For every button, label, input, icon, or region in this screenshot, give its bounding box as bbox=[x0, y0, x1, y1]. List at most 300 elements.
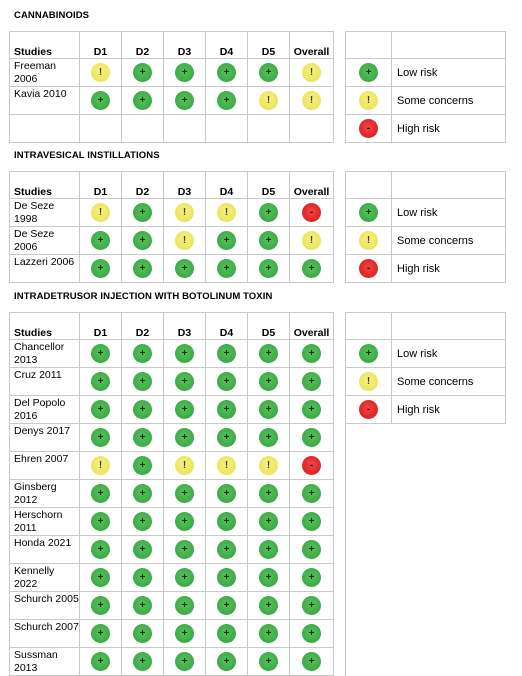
header-d1: D1 bbox=[80, 32, 122, 59]
spacer-cell bbox=[334, 536, 346, 564]
study-name: Chancellor 2013 bbox=[10, 340, 80, 368]
rating-cell bbox=[290, 59, 334, 87]
rating-cell bbox=[206, 648, 248, 676]
rating-cell bbox=[248, 368, 290, 396]
rating-cell bbox=[122, 480, 164, 508]
rating-cell bbox=[80, 620, 122, 648]
rating-cell bbox=[206, 508, 248, 536]
header-d2: D2 bbox=[122, 172, 164, 199]
risk-some-icon: ! bbox=[175, 456, 194, 475]
rating-cell bbox=[290, 452, 334, 480]
legend-some-icon: ! bbox=[359, 91, 378, 110]
risk-low-icon: + bbox=[217, 372, 236, 391]
risk-low-icon: + bbox=[259, 596, 278, 615]
risk-low-icon: + bbox=[175, 652, 194, 671]
rating-cell bbox=[122, 452, 164, 480]
header-d4: D4 bbox=[206, 172, 248, 199]
risk-low-icon: + bbox=[175, 428, 194, 447]
rating-cell bbox=[206, 368, 248, 396]
risk-low-icon: + bbox=[259, 63, 278, 82]
rating-cell bbox=[80, 536, 122, 564]
header-row bbox=[10, 32, 506, 59]
table-row bbox=[10, 227, 506, 255]
rating-cell bbox=[122, 424, 164, 452]
study-name: De Seze 1998 bbox=[10, 199, 80, 227]
risk-low-icon: + bbox=[259, 259, 278, 278]
rating-cell bbox=[290, 115, 334, 143]
risk-low-icon: + bbox=[302, 428, 321, 447]
rating-cell bbox=[122, 368, 164, 396]
table-row bbox=[10, 396, 506, 424]
rating-cell bbox=[80, 592, 122, 620]
study-name: Ginsberg 2012 bbox=[10, 480, 80, 508]
risk-some-icon: ! bbox=[217, 203, 236, 222]
rating-cell bbox=[164, 452, 206, 480]
header-d2: D2 bbox=[122, 313, 164, 340]
header-studies: Studies bbox=[10, 313, 80, 340]
rating-cell bbox=[80, 648, 122, 676]
legend-header-blank bbox=[392, 172, 506, 199]
risk-low-icon: + bbox=[133, 596, 152, 615]
risk-low-icon: + bbox=[91, 596, 110, 615]
legend-symbol-cell bbox=[346, 396, 392, 424]
rating-cell bbox=[80, 255, 122, 283]
rating-cell bbox=[164, 255, 206, 283]
legend-label: High risk bbox=[392, 255, 506, 283]
rating-cell bbox=[206, 115, 248, 143]
legend-label: High risk bbox=[392, 115, 506, 143]
rating-cell bbox=[248, 592, 290, 620]
study-name: Sussman 2013 bbox=[10, 648, 80, 676]
study-name: Freeman 2006 bbox=[10, 59, 80, 87]
rating-cell bbox=[122, 199, 164, 227]
risk-low-icon: + bbox=[91, 428, 110, 447]
risk-low-icon: + bbox=[133, 63, 152, 82]
empty-cell bbox=[392, 536, 506, 564]
rating-cell bbox=[248, 59, 290, 87]
legend-label: Some concerns bbox=[392, 87, 506, 115]
rating-cell bbox=[248, 424, 290, 452]
risk-low-icon: + bbox=[133, 540, 152, 559]
risk-low-icon: + bbox=[133, 624, 152, 643]
rating-cell bbox=[290, 255, 334, 283]
header-d4: D4 bbox=[206, 32, 248, 59]
risk-low-icon: + bbox=[217, 63, 236, 82]
risk-low-icon: + bbox=[302, 372, 321, 391]
risk-low-icon: + bbox=[133, 400, 152, 419]
rating-cell bbox=[80, 59, 122, 87]
risk-some-icon: ! bbox=[259, 91, 278, 110]
study-name: Kennelly 2022 bbox=[10, 564, 80, 592]
table-row bbox=[10, 620, 506, 648]
legend-symbol-cell bbox=[346, 255, 392, 283]
risk-high-icon: - bbox=[302, 203, 321, 222]
rating-cell bbox=[164, 199, 206, 227]
rating-cell bbox=[206, 59, 248, 87]
header-row bbox=[10, 313, 506, 340]
legend-label: High risk bbox=[392, 396, 506, 424]
risk-low-icon: + bbox=[259, 344, 278, 363]
risk-low-icon: + bbox=[302, 512, 321, 531]
risk-low-icon: + bbox=[175, 568, 194, 587]
empty-cell bbox=[346, 592, 392, 620]
risk-low-icon: + bbox=[217, 91, 236, 110]
risk-low-icon: + bbox=[91, 344, 110, 363]
empty-cell bbox=[346, 508, 392, 536]
risk-low-icon: + bbox=[133, 259, 152, 278]
table-row bbox=[10, 452, 506, 480]
header-overall: Overall bbox=[290, 172, 334, 199]
risk-low-icon: + bbox=[91, 372, 110, 391]
spacer-cell bbox=[334, 59, 346, 87]
header-d3: D3 bbox=[164, 32, 206, 59]
risk-low-icon: + bbox=[175, 259, 194, 278]
risk-low-icon: + bbox=[175, 372, 194, 391]
rating-cell bbox=[164, 480, 206, 508]
risk-low-icon: + bbox=[91, 231, 110, 250]
risk-low-icon: + bbox=[217, 596, 236, 615]
empty-cell bbox=[392, 620, 506, 648]
spacer-cell bbox=[334, 340, 346, 368]
rating-cell bbox=[248, 87, 290, 115]
header-row bbox=[10, 172, 506, 199]
risk-low-icon: + bbox=[133, 344, 152, 363]
risk-low-icon: + bbox=[302, 259, 321, 278]
legend-symbol-cell bbox=[346, 340, 392, 368]
rating-cell bbox=[206, 592, 248, 620]
spacer-cell bbox=[334, 227, 346, 255]
study-name: Schurch 2005 bbox=[10, 592, 80, 620]
risk-low-icon: + bbox=[91, 259, 110, 278]
rating-cell bbox=[290, 87, 334, 115]
rating-cell bbox=[290, 508, 334, 536]
rating-cell bbox=[122, 564, 164, 592]
study-name: Honda 2021 bbox=[10, 536, 80, 564]
rating-cell bbox=[248, 115, 290, 143]
risk-low-icon: + bbox=[217, 259, 236, 278]
legend-header-blank bbox=[392, 32, 506, 59]
empty-cell bbox=[392, 424, 506, 452]
rating-cell bbox=[206, 452, 248, 480]
risk-low-icon: + bbox=[175, 344, 194, 363]
rating-cell bbox=[122, 620, 164, 648]
risk-some-icon: ! bbox=[302, 91, 321, 110]
risk-some-icon: ! bbox=[91, 456, 110, 475]
risk-high-icon: - bbox=[302, 456, 321, 475]
risk-low-icon: + bbox=[302, 596, 321, 615]
rating-cell bbox=[164, 227, 206, 255]
study-name: Schurch 2007 bbox=[10, 620, 80, 648]
spacer-cell bbox=[334, 564, 346, 592]
study-name: Del Popolo 2016 bbox=[10, 396, 80, 424]
table-row bbox=[10, 564, 506, 592]
risk-low-icon: + bbox=[302, 652, 321, 671]
risk-low-icon: + bbox=[91, 568, 110, 587]
empty-cell bbox=[346, 452, 392, 480]
rating-cell bbox=[206, 87, 248, 115]
risk-low-icon: + bbox=[175, 400, 194, 419]
legend-label: Some concerns bbox=[392, 368, 506, 396]
spacer-cell bbox=[334, 199, 346, 227]
risk-low-icon: + bbox=[91, 624, 110, 643]
risk-low-icon: + bbox=[259, 540, 278, 559]
section-title-intravesical: INTRAVESICAL INSTILLATIONS bbox=[14, 150, 160, 161]
risk-low-icon: + bbox=[133, 203, 152, 222]
risk-low-icon: + bbox=[91, 512, 110, 531]
table-row bbox=[10, 592, 506, 620]
header-d5: D5 bbox=[248, 313, 290, 340]
risk-low-icon: + bbox=[302, 344, 321, 363]
header-d5: D5 bbox=[248, 32, 290, 59]
rating-cell bbox=[164, 340, 206, 368]
rating-cell bbox=[122, 508, 164, 536]
risk-low-icon: + bbox=[217, 568, 236, 587]
empty-cell bbox=[346, 480, 392, 508]
empty-cell bbox=[392, 592, 506, 620]
rating-cell bbox=[80, 340, 122, 368]
rating-cell bbox=[164, 564, 206, 592]
risk-low-icon: + bbox=[217, 512, 236, 531]
table-row bbox=[10, 115, 506, 143]
risk-low-icon: + bbox=[175, 91, 194, 110]
table-row bbox=[10, 340, 506, 368]
table-row bbox=[10, 368, 506, 396]
risk-low-icon: + bbox=[259, 203, 278, 222]
rating-cell bbox=[290, 480, 334, 508]
legend-low-icon: + bbox=[359, 344, 378, 363]
rating-cell bbox=[290, 227, 334, 255]
risk-some-icon: ! bbox=[175, 231, 194, 250]
legend-symbol-cell bbox=[346, 59, 392, 87]
legend-symbol-cell bbox=[346, 87, 392, 115]
spacer-cell bbox=[334, 32, 346, 59]
rating-cell bbox=[80, 199, 122, 227]
header-d2: D2 bbox=[122, 32, 164, 59]
rating-cell bbox=[122, 340, 164, 368]
risk-low-icon: + bbox=[217, 428, 236, 447]
risk-low-icon: + bbox=[91, 91, 110, 110]
rating-cell bbox=[290, 199, 334, 227]
rating-cell bbox=[80, 452, 122, 480]
risk-low-icon: + bbox=[259, 568, 278, 587]
risk-low-icon: + bbox=[302, 568, 321, 587]
rob-table-botulinum bbox=[9, 312, 506, 676]
rating-cell bbox=[122, 115, 164, 143]
rating-cell bbox=[248, 564, 290, 592]
rating-cell bbox=[80, 396, 122, 424]
rating-cell bbox=[248, 227, 290, 255]
legend-high-icon: - bbox=[359, 400, 378, 419]
legend-symbol-cell bbox=[346, 227, 392, 255]
study-name bbox=[10, 115, 80, 143]
header-studies: Studies bbox=[10, 172, 80, 199]
spacer-cell bbox=[334, 115, 346, 143]
risk-low-icon: + bbox=[259, 400, 278, 419]
empty-cell bbox=[346, 424, 392, 452]
risk-low-icon: + bbox=[175, 596, 194, 615]
risk-low-icon: + bbox=[259, 428, 278, 447]
header-d5: D5 bbox=[248, 172, 290, 199]
risk-low-icon: + bbox=[133, 652, 152, 671]
rating-cell bbox=[206, 620, 248, 648]
rating-cell bbox=[164, 648, 206, 676]
risk-low-icon: + bbox=[91, 540, 110, 559]
risk-low-icon: + bbox=[259, 512, 278, 531]
rating-cell bbox=[164, 87, 206, 115]
rating-cell bbox=[122, 59, 164, 87]
rob-table-cannabinoids bbox=[9, 31, 506, 143]
table-row bbox=[10, 255, 506, 283]
spacer-cell bbox=[334, 87, 346, 115]
rating-cell bbox=[248, 648, 290, 676]
empty-cell bbox=[346, 620, 392, 648]
risk-low-icon: + bbox=[259, 652, 278, 671]
rating-cell bbox=[290, 648, 334, 676]
risk-low-icon: + bbox=[175, 63, 194, 82]
rating-cell bbox=[122, 255, 164, 283]
study-name: Cruz 2011 bbox=[10, 368, 80, 396]
rating-cell bbox=[290, 564, 334, 592]
risk-low-icon: + bbox=[259, 372, 278, 391]
rating-cell bbox=[164, 508, 206, 536]
legend-label: Low risk bbox=[392, 59, 506, 87]
legend-high-icon: - bbox=[359, 119, 378, 138]
rating-cell bbox=[290, 536, 334, 564]
rating-cell bbox=[122, 87, 164, 115]
risk-low-icon: + bbox=[91, 484, 110, 503]
header-d3: D3 bbox=[164, 313, 206, 340]
rating-cell bbox=[290, 396, 334, 424]
rating-cell bbox=[290, 592, 334, 620]
risk-low-icon: + bbox=[133, 231, 152, 250]
risk-some-icon: ! bbox=[259, 456, 278, 475]
risk-low-icon: + bbox=[133, 428, 152, 447]
risk-low-icon: + bbox=[259, 231, 278, 250]
legend-header-blank bbox=[346, 32, 392, 59]
rating-cell bbox=[164, 115, 206, 143]
rating-cell bbox=[122, 396, 164, 424]
empty-cell bbox=[392, 508, 506, 536]
risk-low-icon: + bbox=[217, 540, 236, 559]
legend-symbol-cell bbox=[346, 368, 392, 396]
rating-cell bbox=[206, 199, 248, 227]
risk-low-icon: + bbox=[259, 484, 278, 503]
risk-low-icon: + bbox=[302, 624, 321, 643]
rating-cell bbox=[206, 396, 248, 424]
risk-low-icon: + bbox=[217, 652, 236, 671]
study-name: Kavia 2010 bbox=[10, 87, 80, 115]
rating-cell bbox=[206, 424, 248, 452]
header-d1: D1 bbox=[80, 313, 122, 340]
rating-cell bbox=[248, 508, 290, 536]
header-d3: D3 bbox=[164, 172, 206, 199]
study-name: De Seze 2006 bbox=[10, 227, 80, 255]
table-row bbox=[10, 508, 506, 536]
rating-cell bbox=[206, 564, 248, 592]
rob-table-intravesical bbox=[9, 171, 506, 283]
spacer-cell bbox=[334, 480, 346, 508]
risk-some-icon: ! bbox=[302, 231, 321, 250]
risk-low-icon: + bbox=[133, 512, 152, 531]
rating-cell bbox=[80, 480, 122, 508]
risk-low-icon: + bbox=[259, 624, 278, 643]
rating-cell bbox=[248, 536, 290, 564]
rating-cell bbox=[80, 368, 122, 396]
legend-label: Low risk bbox=[392, 199, 506, 227]
study-name: Herschorn 2011 bbox=[10, 508, 80, 536]
rating-cell bbox=[206, 480, 248, 508]
rating-cell bbox=[164, 620, 206, 648]
risk-low-icon: + bbox=[175, 624, 194, 643]
rating-cell bbox=[248, 620, 290, 648]
empty-cell bbox=[346, 648, 392, 676]
rating-cell bbox=[80, 564, 122, 592]
section-title-botulinum: INTRADETRUSOR INJECTION WITH BOTOLINUM TOXIN bbox=[14, 291, 273, 302]
table-row bbox=[10, 536, 506, 564]
rating-cell bbox=[290, 424, 334, 452]
spacer-cell bbox=[334, 396, 346, 424]
spacer-cell bbox=[334, 620, 346, 648]
spacer-cell bbox=[334, 255, 346, 283]
risk-low-icon: + bbox=[133, 568, 152, 587]
rating-cell bbox=[122, 592, 164, 620]
risk-low-icon: + bbox=[217, 231, 236, 250]
rating-cell bbox=[206, 536, 248, 564]
header-overall: Overall bbox=[290, 32, 334, 59]
header-d4: D4 bbox=[206, 313, 248, 340]
table-row bbox=[10, 199, 506, 227]
risk-low-icon: + bbox=[175, 484, 194, 503]
risk-low-icon: + bbox=[175, 512, 194, 531]
rating-cell bbox=[290, 368, 334, 396]
rating-cell bbox=[122, 536, 164, 564]
legend-low-icon: + bbox=[359, 203, 378, 222]
rating-cell bbox=[80, 424, 122, 452]
risk-some-icon: ! bbox=[217, 456, 236, 475]
table-row bbox=[10, 59, 506, 87]
rating-cell bbox=[164, 396, 206, 424]
risk-low-icon: + bbox=[302, 400, 321, 419]
empty-cell bbox=[392, 648, 506, 676]
rating-cell bbox=[248, 255, 290, 283]
study-name: Ehren 2007 bbox=[10, 452, 80, 480]
spacer-cell bbox=[334, 313, 346, 340]
legend-some-icon: ! bbox=[359, 231, 378, 250]
spacer-cell bbox=[334, 648, 346, 676]
rating-cell bbox=[248, 340, 290, 368]
empty-cell bbox=[392, 452, 506, 480]
legend-header-blank bbox=[392, 313, 506, 340]
risk-some-icon: ! bbox=[91, 203, 110, 222]
rating-cell bbox=[248, 396, 290, 424]
rating-cell bbox=[290, 340, 334, 368]
risk-low-icon: + bbox=[302, 484, 321, 503]
rating-cell bbox=[164, 424, 206, 452]
rating-cell bbox=[206, 227, 248, 255]
rating-cell bbox=[122, 227, 164, 255]
rating-cell bbox=[164, 536, 206, 564]
rating-cell bbox=[248, 199, 290, 227]
risk-low-icon: + bbox=[175, 540, 194, 559]
study-name: Lazzeri 2006 bbox=[10, 255, 80, 283]
header-overall: Overall bbox=[290, 313, 334, 340]
table-row bbox=[10, 424, 506, 452]
spacer-cell bbox=[334, 172, 346, 199]
rating-cell bbox=[248, 480, 290, 508]
spacer-cell bbox=[334, 424, 346, 452]
legend-label: Low risk bbox=[392, 340, 506, 368]
risk-some-icon: ! bbox=[175, 203, 194, 222]
